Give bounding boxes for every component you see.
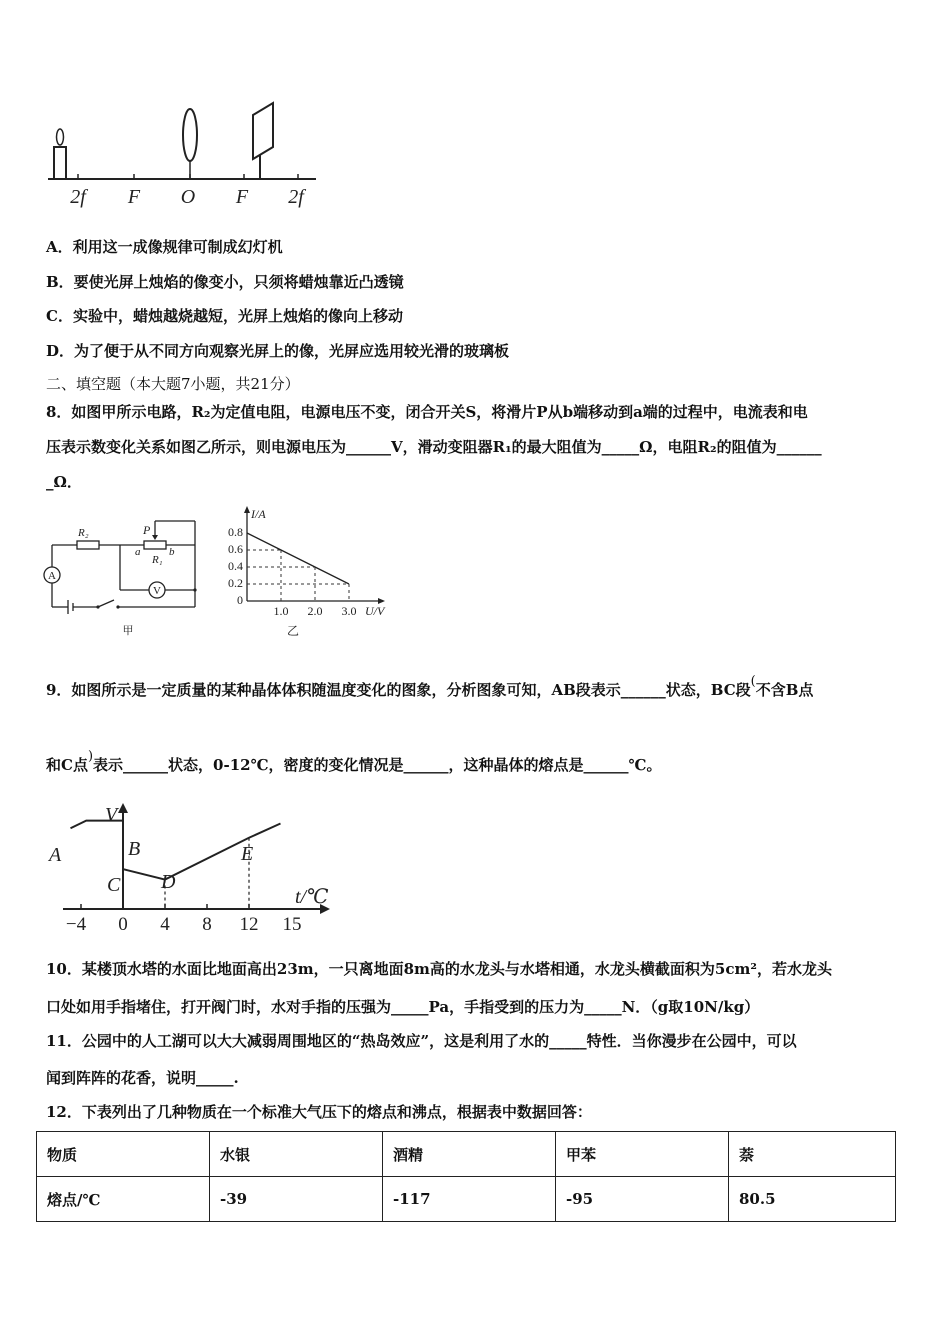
label-2f-right: 2f	[288, 186, 304, 208]
label-r1: R₁	[152, 554, 163, 566]
iu-grid	[247, 550, 349, 601]
vt-xtick: 8	[202, 914, 212, 935]
option-d: D．为了便于从不同方向观察光屏上的像，光屏应选用较光滑的玻璃板	[46, 342, 510, 360]
iu-xtick: 1.0	[273, 604, 289, 618]
iu-xtick: 3.0	[341, 604, 357, 618]
q9-line1-text: 9．如图所示是一定质量的某种晶体体积随温度变化的图象，分析图象可知，AB段表示______状态，BC段	[46, 681, 751, 699]
option-a: A．利用这一成像规律可制成幻灯机	[46, 238, 283, 256]
iu-ytick: 0.4	[228, 559, 243, 573]
table-cell: -117	[383, 1177, 556, 1222]
label-2f-left: 2f	[70, 186, 86, 208]
label-r2: R₂	[78, 527, 89, 539]
melting-point-table	[36, 1131, 896, 1222]
vt-xlabel: t/℃	[295, 886, 329, 908]
iu-xlabel: U/V	[365, 604, 385, 618]
vt-xtick: 4	[160, 914, 170, 935]
table-header-cell: 水银	[210, 1132, 383, 1177]
q8-line1: 8．如图甲所示电路，R₂为定值电阻，电源电压不变，闭合开关S，将滑片P从b端移动到a端的过程中，电流表和电	[46, 403, 808, 421]
vt-graph	[45, 797, 345, 942]
section-title: 二、填空题（本大题7小题，共21分）	[46, 375, 300, 393]
q12-line1: 12．下表列出了几种物质在一个标准大气压下的熔点和沸点，根据表中数据回答：	[46, 1103, 592, 1121]
candle-icon	[54, 129, 66, 179]
table-cell: 80.5	[729, 1177, 896, 1222]
q11-line2: 闻到阵阵的花香，说明_____.	[46, 1069, 239, 1087]
q10-line2: 口处如用手指堵住，打开阀门时，水对手指的压强为_____Pa，手指受到的压力为_____N．（g取10N/kg）	[46, 998, 760, 1016]
label-f-left: F	[127, 186, 141, 208]
point-b-label: B	[128, 838, 141, 860]
screen-icon	[253, 103, 273, 179]
iu-line	[247, 533, 349, 584]
convex-lens	[183, 109, 197, 161]
label-o: O	[180, 186, 196, 208]
q9-line2-text: 和C点	[46, 756, 88, 774]
q9-line1: 9．如图所示是一定质量的某种晶体体积随温度变化的图象，分析图象可知，AB段表示______状态，BC段(不含B点	[46, 674, 814, 699]
q10-line1: 10．某楼顶水塔的水面比地面高出23m，一只离地面8m高的水龙头与水塔相通，水龙头横截面积为5cm²，若水龙头	[46, 960, 832, 978]
table-header-cell: 甲苯	[556, 1132, 729, 1177]
lens-figure	[40, 95, 330, 215]
point-c-label: C	[107, 874, 121, 896]
vt-xtick: 15	[282, 914, 302, 935]
table-header-cell: 萘	[729, 1132, 896, 1177]
point-d-label: D	[161, 871, 176, 893]
ammeter-label: A	[48, 570, 56, 582]
q11-line1: 11．公园中的人工湖可以大大减弱周围地区的“热岛效应”，这是利用了水的_____特性．当你漫步在公园中，可以	[46, 1032, 797, 1050]
q8-line2: 压表示数变化关系如图乙所示，则电源电压为______V，滑动变阻器R₁的最大阻值为_____Ω，电阻R₂的阻值为______	[46, 438, 822, 456]
option-b: B．要使光屏上烛焰的像变小，只须将蜡烛靠近凸透镜	[46, 273, 404, 291]
point-a-label: A	[49, 844, 62, 866]
label-a: a	[135, 546, 141, 558]
q9-line1-tail: 不含B点	[755, 681, 814, 699]
table-header-cell: 物质	[37, 1132, 210, 1177]
point-e-label: E	[241, 843, 254, 865]
iu-xtick: 2.0	[307, 604, 323, 618]
table-header-cell: 酒精	[383, 1132, 556, 1177]
vt-ylabel: V	[105, 804, 118, 826]
voltmeter-label: V	[153, 585, 161, 597]
iu-ytick: 0	[237, 593, 243, 607]
q9-line2: 和C点)表示______状态，0-12℃，密度的变化情况是______，这种晶体的熔点是______℃。	[46, 749, 662, 774]
table-cell: 熔点/℃	[37, 1177, 210, 1222]
iu-ytick: 0.2	[228, 576, 243, 590]
circuit-caption: 甲	[122, 625, 134, 637]
table-header-row	[37, 1132, 896, 1177]
vt-xtick: −4	[65, 914, 87, 935]
table-cell: -95	[556, 1177, 729, 1222]
q8-line3: _Ω．	[46, 473, 82, 491]
label-b: b	[169, 546, 175, 558]
iu-ytick: 0.6	[228, 542, 243, 556]
vt-xtick: 0	[118, 914, 128, 935]
iu-caption: 乙	[286, 624, 300, 638]
circuit-diagram	[40, 515, 210, 640]
label-p: P	[143, 523, 151, 537]
label-f-right: F	[235, 186, 249, 208]
option-c: C．实验中，蜡烛越烧越短，光屏上烛焰的像向上移动	[46, 307, 403, 325]
iu-graph	[215, 503, 395, 643]
table-cell: -39	[210, 1177, 383, 1222]
iu-ytick: 0.8	[228, 525, 243, 539]
table-row	[37, 1177, 896, 1222]
q9-line2-tail: 表示______状态，0-12℃，密度的变化情况是______，这种晶体的熔点是______℃。	[93, 756, 662, 774]
iu-ylabel: I/A	[251, 507, 266, 521]
vt-xtick: 12	[239, 914, 259, 935]
